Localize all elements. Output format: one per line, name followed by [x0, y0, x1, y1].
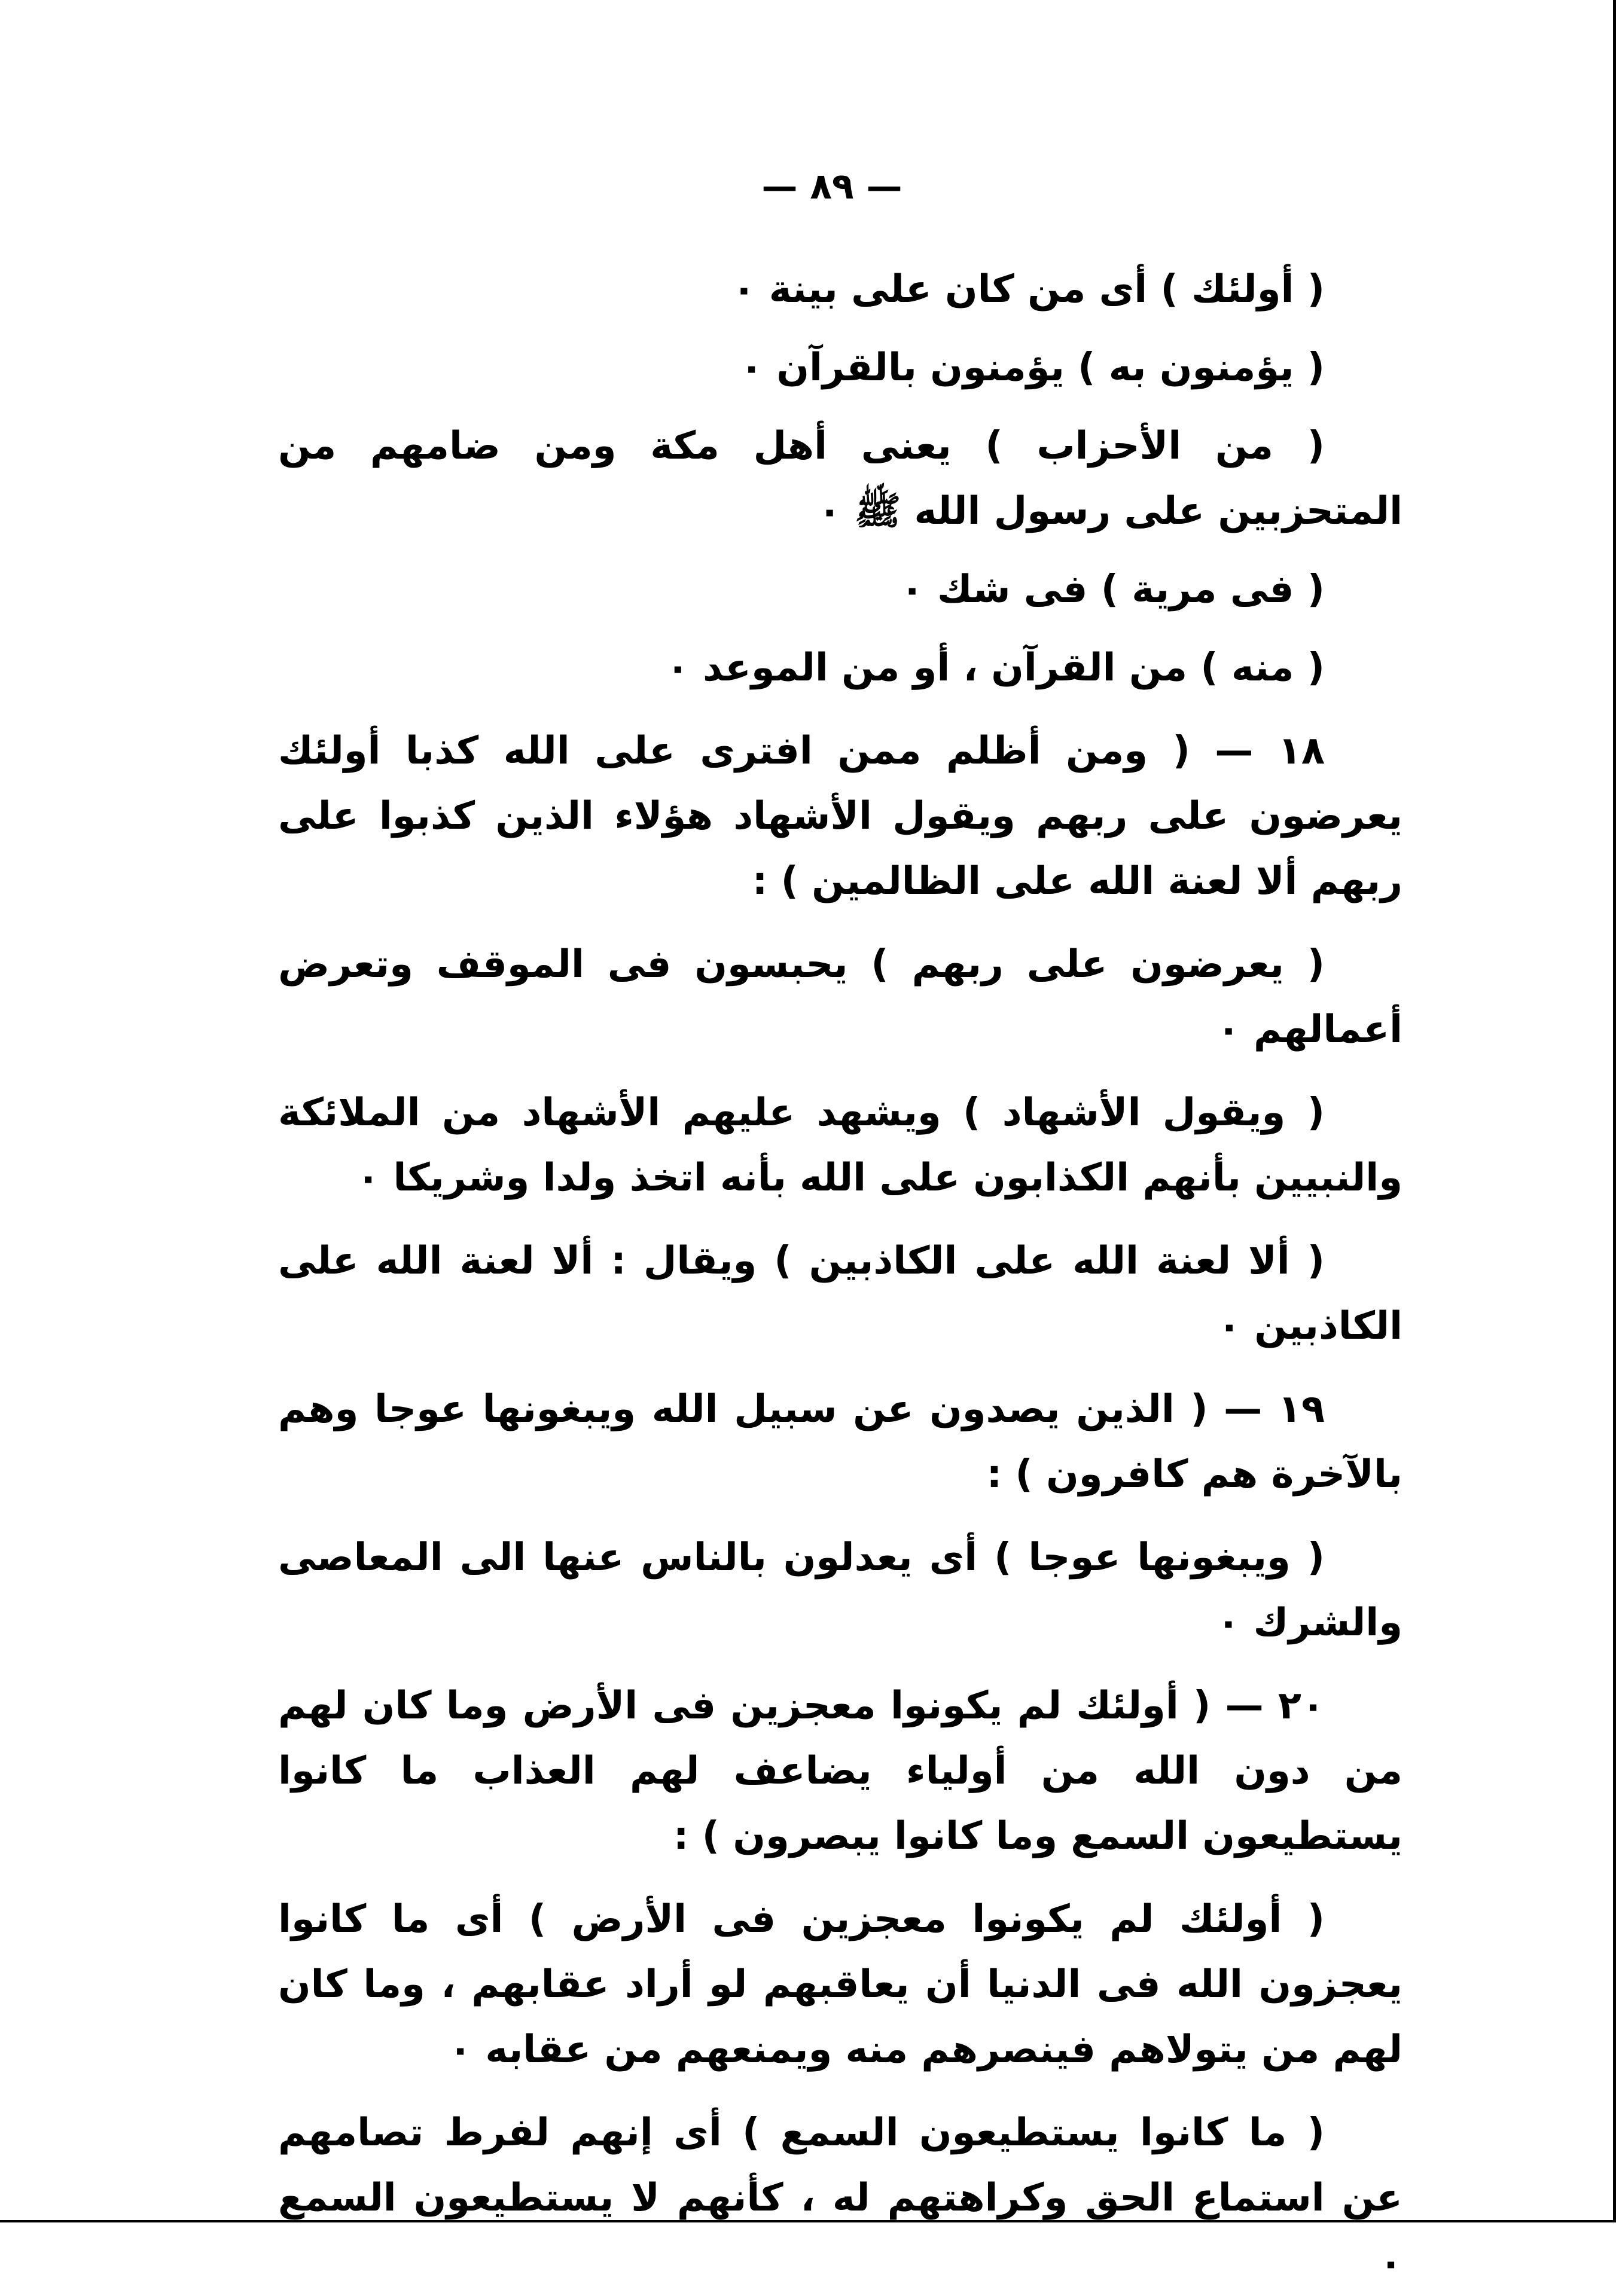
page-number: — ٨٩ —: [761, 166, 902, 207]
paragraph-12: ٢٠ — ( أولئك لم يكونوا معجزين فى الأرض وما كان لهم من دون الله من أولياء يضاعف لهم العذاب ما كانوا يستطيعون السمع وما كانوا يبصرون ) :: [278, 1684, 1402, 1858]
page-edge-bottom: [0, 2220, 1616, 2222]
paragraph-9: ( ألا لعنة الله على الكاذبين ) ويقال : ألا لعنة الله على الكاذبين ٠: [278, 1239, 1402, 1348]
paragraph-13: ( أولئك لم يكونوا معجزين فى الأرض ) أى ما كانوا يعجزون الله فى الدنيا أن يعاقبهم لو أراد عقابهم ، وما كان لهم من يتولاهم فينصرهم منه ويمنعهم من عقابه ٠: [278, 1897, 1402, 2072]
paragraph-3: ( من الأحزاب ) يعنى أهل مكة ومن ضامهم من المتحزبين على رسول الله ﷺ ٠: [278, 424, 1402, 533]
paragraph-14: ( ما كانوا يستطيعون السمع ) أى إنهم لفرط تصامهم عن استماع الحق وكراهتهم له ، كأنهم لا يستطيعون السمع ٠: [278, 2111, 1402, 2285]
paragraph-1: ( أولئك ) أى من كان على بينة ٠: [732, 267, 1325, 312]
page-edge-right: [1613, 0, 1616, 2222]
paragraph-7: ( يعرضون على ربهم ) يحبسون فى الموقف وتعرض أعمالهم ٠: [278, 942, 1402, 1052]
paragraph-10: ١٩ — ( الذين يصدون عن سبيل الله ويبغونها عوجا وهم بالآخرة هم كافرون ) :: [278, 1387, 1402, 1497]
paragraph-8: ( ويقول الأشهاد ) ويشهد عليهم الأشهاد من الملائكة والنبيين بأنهم الكذابون على الله بأنه اتخذ ولدا وشريكا ٠: [278, 1091, 1402, 1200]
paragraph-4: ( فى مرية ) فى شك ٠: [900, 567, 1325, 612]
page-body: [278, 257, 1402, 2296]
paragraph-5: ( منه ) من القرآن ، أو من الموعد ٠: [666, 646, 1325, 690]
paragraph-2: ( يؤمنون به ) يؤمنون بالقرآن ٠: [740, 346, 1325, 390]
paragraph-11: ( ويبغونها عوجا ) أى يعدلون بالناس عنها الى المعاصى والشرك ٠: [278, 1535, 1402, 1645]
paragraph-6: ١٨ — ( ومن أظلم ممن افترى على الله كذبا أولئك يعرضون على ربهم ويقول الأشهاد هؤلاء الذين كذبوا على ربهم ألا لعنة الله على الظالمين ) :: [278, 729, 1402, 903]
